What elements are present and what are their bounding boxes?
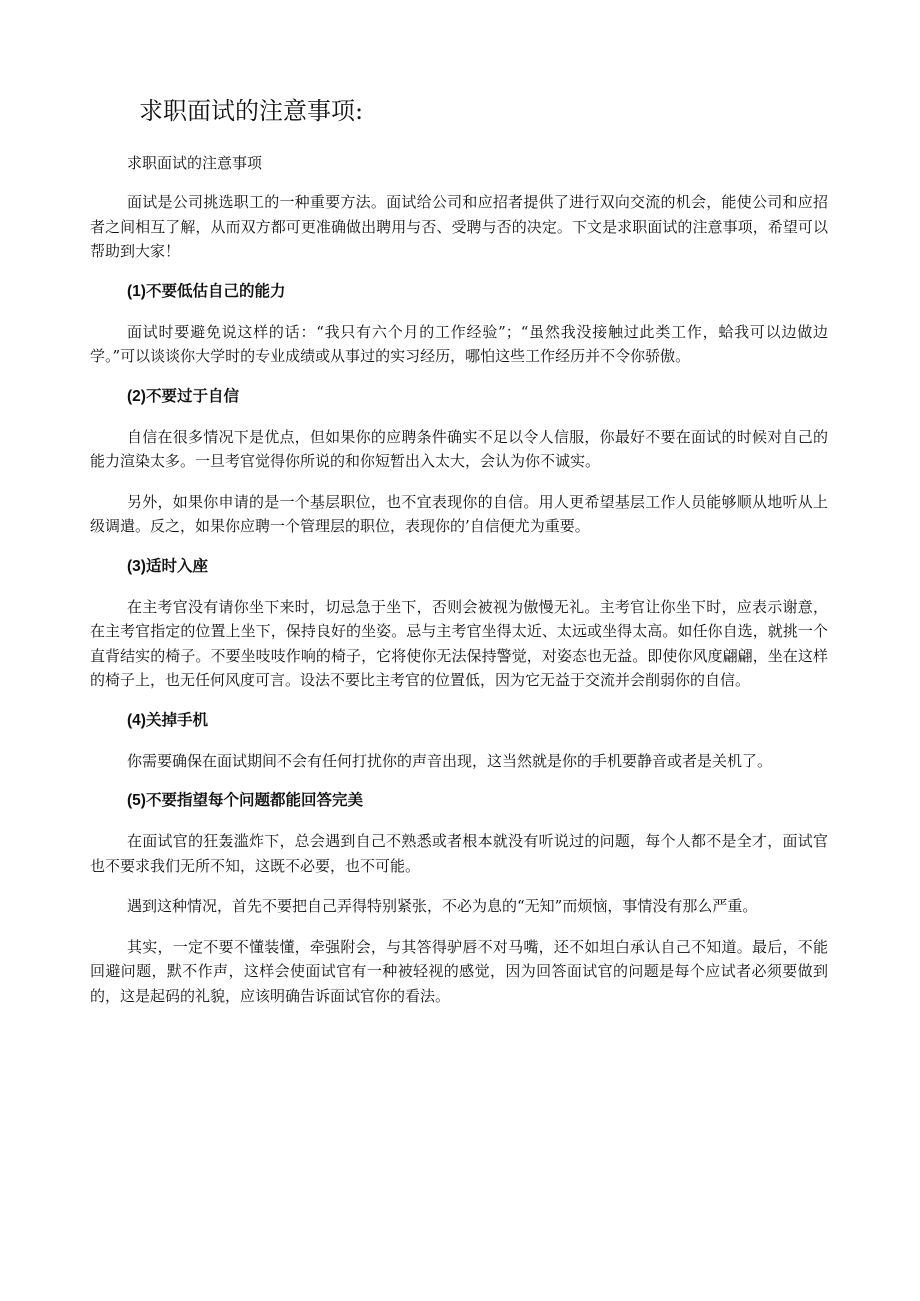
section-2-paragraph-1: 自信在很多情况下是优点，但如果你的应聘条件确实不足以令人信服，你最好不要在面试的时候对自己的能力渲染太多。一旦考官觉得你所说的和你短暂出入太大，会认为你不诚实。 [90,427,828,470]
document-body [90,152,828,1024]
section-2-paragraph-2: 另外，如果你申请的是一个基层职位，也不宜表现你的自信。用人更希望基层工作人员能够顺从地听从上级调遣。反之，如果你应聘一个管理层的职位，表现你的’自信便尤为重要。 [90,492,828,535]
document-title: 求职面试的注意事项: [139,97,364,125]
section-heading-3: (3)适时入座 [127,557,208,575]
section-heading-2: (2)不要过于自信 [127,387,239,405]
intro-paragraph: 面试是公司挑选职工的一种重要方法。面试给公司和应招者提供了进行双向交流的机会，能使公司和应招者之间相互了解，从而双方都可更准确做出聘用与否、受聘与否的决定。下文是求职面试的注意事项，希望可以帮助到大家！ [90,193,828,260]
section-heading-1: (1)不要低估自己的能力 [127,282,286,300]
section-5-paragraph-1: 在面试官的狂轰滥炸下，总会遇到自己不熟悉或者根本就没有听说过的问题，每个人都不是全才，面试官也不要求我们无所不知，这既不必要，也不可能。 [90,832,828,875]
document-subtitle: 求职面试的注意事项 [127,154,263,172]
section-1-paragraph-1: 面试时要避免说这样的话：“我只有六个月的工作经验”；“虽然我没接触过此类工作，蛤我可以边做边学。”可以谈谈你大学时的专业成绩或从事过的实习经历，哪怕这些工作经历并不令你骄傲。 [90,322,828,365]
section-heading-5: (5)不要指望每个问题都能回答完美 [127,792,363,809]
section-4-paragraph-1: 你需要确保在面试期间不会有任何打扰你的声音出现，这当然就是你的手机要静音或者是关机了。 [127,751,773,770]
section-3-paragraph-1: 在主考官没有请你坐下来时，切忌急于坐下，否则会被视为傲慢无礼。主考官让你坐下时，应表示谢意，在主考官指定的位置上坐下，保持良好的坐姿。忌与主考官坐得太近、太远或坐得太高。如任你自选，就挑一个直背结实的椅子。不要坐吱吱作响的椅子，它将使你无法保持警觉，对姿态也无益。即使你风度翩翩，坐在这样的椅子上，也无任何风度可言。设法不要比主考官的位置低，因为它无益于交流并会削弱你的自信。 [90,597,828,689]
section-5-paragraph-2: 遇到这种情况，首先不要把自己弄得特别紧张，不必为息的“无知”而烦恼，事情没有那么严重。 [127,897,758,915]
section-5-paragraph-3: 其实，一定不要不懂装懂，牵强附会，与其答得驴唇不对马嘴，还不如坦白承认自己不知道。最后，不能回避问题，默不作声，这样会使面试官有一种被轻视的感觉，因为回答面试官的问题是每个应试者必须要做到的，这是起码的礼貌，应该明确告诉面试官你的看法。 [90,937,828,1005]
section-heading-4: (4)关掉手机 [127,711,208,729]
